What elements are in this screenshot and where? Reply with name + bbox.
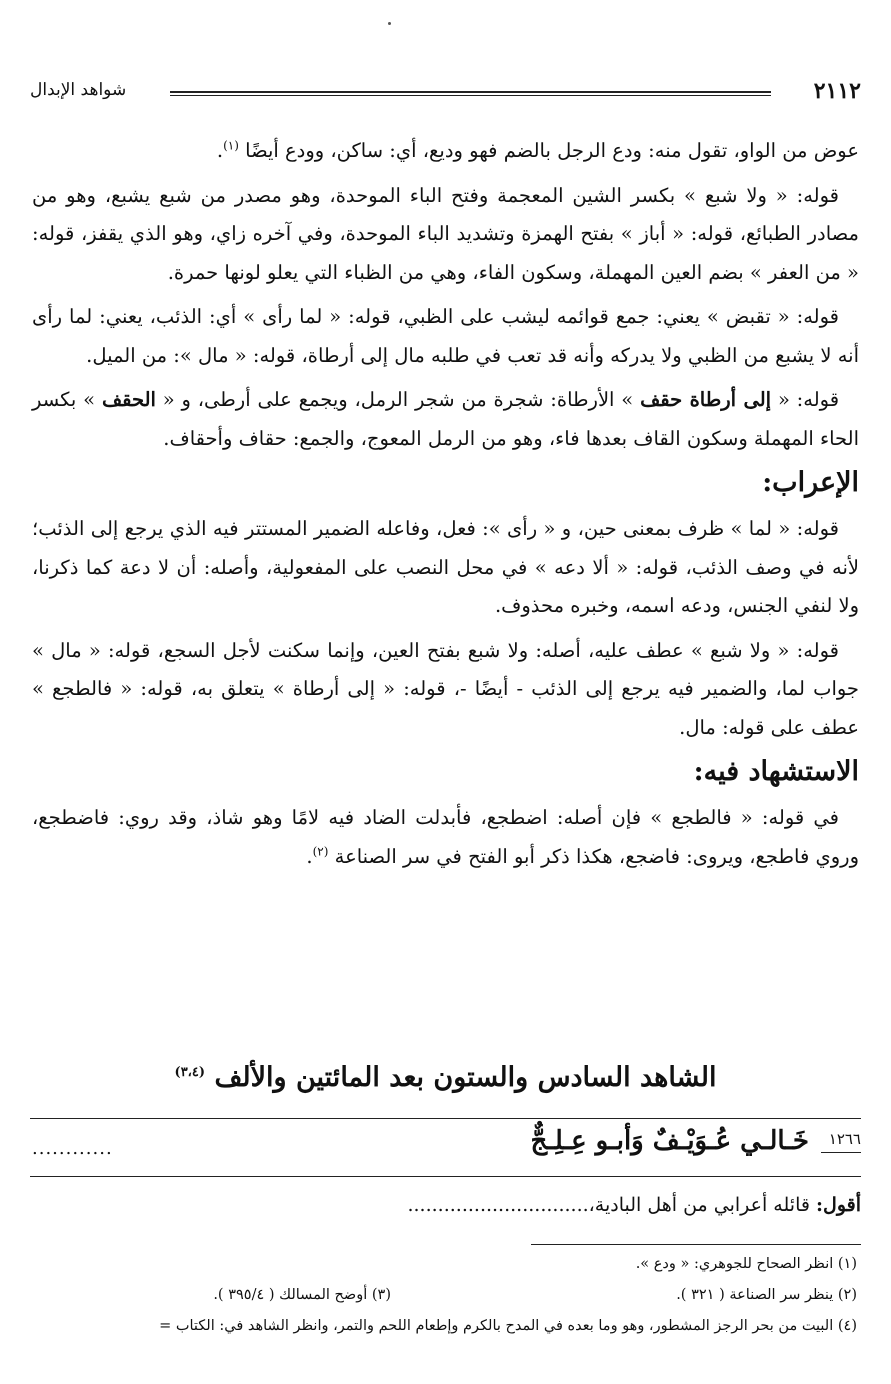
- paragraph: في قوله: « فالطجع » فإن أصله: اضطجع، فأبدلت الضاد فيه لامًا وهو شاذ، وقد روي: فاضطجع، وروي فاطجع، ويروى: فاضجع، هكذا ذكر أبو الفتح في سر الصناعة $^{(٢)}$.: [32, 806, 859, 868]
- shahid-title: [100, 1062, 791, 1093]
- verse-text: خَـالـي عُـوَيْـفٌ وَأبـو عِـلِـجٌّ: [530, 1126, 809, 1156]
- decorative-dot: [388, 22, 391, 25]
- verse-line: [30, 1126, 861, 1170]
- sayer-line: [30, 1194, 861, 1216]
- footnote: (٣) أوضح المسالك ( ٣٩٥/٤ ).: [213, 1287, 391, 1303]
- page-number: ٢١١٢: [813, 78, 861, 104]
- paragraph-text: في قوله: « فالطجع » فإن أصله: اضطجع، فأبدلت الضاد فيه لامًا وهو شاذ، وقد روي: فاضطجع، وروي فاطجع، ويروى: فاضجع، هكذا ذكر أبو الفتح في سر الصناعة: [32, 806, 859, 868]
- header-rule: [170, 91, 771, 96]
- footnote-ref: (١): [223, 138, 239, 153]
- divider: [30, 1176, 861, 1177]
- paragraph-text: » بكسر الحاء المهملة وسكون القاف بعدها فاء، وهو من الرمل المعوج، والجمع: حقاف وأحقاف.: [32, 388, 859, 450]
- paragraph: قوله: « تقبض » يعني: جمع قوائمه ليشب على الظبي، قوله: « لما رأى » أي: الذئب، يعني: لما رأى أنه لا يشبع من الظبي ولا يدركه وأنه قد تعب في طلبه مال إلى أرطاة، قوله: « مال »: من الميل.: [32, 305, 859, 367]
- paragraph: قوله: « ولا شبع » بكسر الشين المعجمة وفتح الباء الموحدة، وهو مصدر من شبع يشبع، وهو من مصادر الطبائع، قوله: « أباز » بفتح الهمزة وتشديد الباء الموحدة، وفي آخره زاي، وهو الذي يقفز، قوله: « من العفر » بضم العين المهملة، وسكون الفاء، وهي من الظباء التي يعلو لونها حمرة.: [32, 183, 859, 284]
- paragraph-text: عوض من الواو، تقول منه: ودع الرجل بالضم فهو وديع، أي: ساكن، وودع أيضًا: [245, 139, 859, 162]
- sayer-label: أقول:: [816, 1194, 861, 1216]
- paragraph: قوله: « لما » ظرف بمعنى حين، و « رأى »: فعل، وفاعله الضمير المستتر فيه الذي يرجع إلى الذئب؛ لأنه في وصف الذئب، قوله: « ألا دعه » في محل النصب على المفعولية، وأصله: أن لا دعة كما ذكرنا، ولا لنفي الجنس، ودعه اسمه، وخبره محذوف.: [32, 517, 859, 617]
- verse-number: [829, 1130, 861, 1148]
- footnote-rule: [531, 1244, 861, 1245]
- verse-number-text: ١٢٦٦: [828, 1130, 861, 1148]
- paragraph: [32, 381, 859, 458]
- footnote: (١) انظر الصحاح للجوهري: « ودع ».: [635, 1256, 857, 1272]
- paragraph-text: قوله: «: [777, 388, 840, 411]
- quoted-term: إلى أرطاة حقف: [640, 388, 772, 411]
- paragraph: عوض من الواو، تقول منه: ودع الرجل بالضم فهو وديع، أي: ساكن، وودع أيضًا $^{(١)}$.: [216, 138, 859, 162]
- footnote-ref: (٣،٤): [174, 1065, 206, 1080]
- sayer-text: قائله أعرابي من أهل البادية،..............................: [407, 1194, 810, 1216]
- main-text: [32, 132, 859, 882]
- verse-dots: ............: [32, 1138, 113, 1159]
- irab-heading: الإعراب:: [762, 467, 859, 498]
- istishhad-heading: الاستشهاد فيه:: [693, 756, 859, 787]
- divider: [30, 1118, 861, 1119]
- footnote-ref: (٢): [312, 844, 329, 858]
- paragraph-text: » الأرطاة: شجرة من شجر الرمل، ويجمع على أرطى، و «: [162, 388, 634, 411]
- footnote: (٤) البيت من بحر الرجز المشطور، وهو وما بعده في المدح بالكرم وإطعام اللحم والتمر، وانظر الشاهد في: الكتاب =: [159, 1318, 857, 1334]
- footnote: (٢) ينظر سر الصناعة ( ٣٢١ ).: [676, 1287, 857, 1303]
- paragraph: قوله: « ولا شبع » عطف عليه، أصله: ولا شبع بفتح العين، وإنما سكنت لأجل السجع، قوله: « مال » جواب لما، والضمير فيه يرجع إلى الذئب - أيضًا -، قوله: « إلى أرطاة » يتعلق به، قوله: « فالطجع » عطف على قوله: مال.: [32, 638, 859, 739]
- running-header: [30, 78, 861, 108]
- verse-number-underline: [821, 1152, 861, 1153]
- quoted-term: الحقف: [101, 388, 156, 411]
- section-title: شواهد الإبدال: [30, 80, 127, 100]
- shahid-title-text: الشاهد السادس والستون بعد المائتين والألف: [214, 1062, 717, 1093]
